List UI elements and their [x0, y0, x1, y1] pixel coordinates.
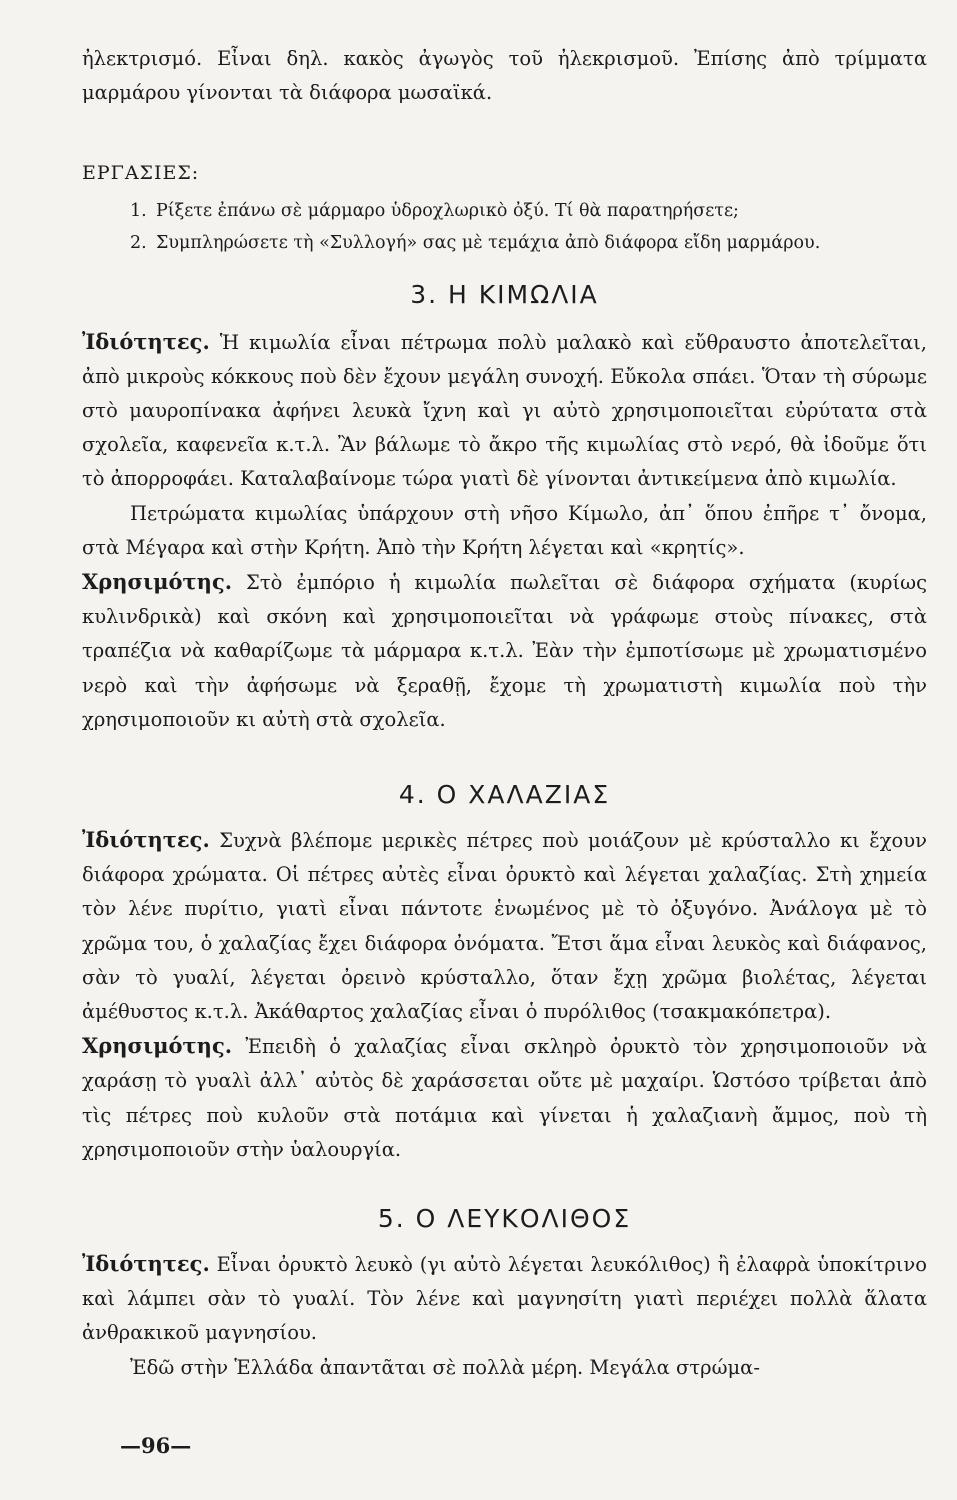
- lefkolithos-properties-paragraph: [82, 1247, 927, 1351]
- lefkolithos-location-paragraph: Ἐδῶ στὴν Ἑλλάδα ἀπαντᾶται σὲ πολλὰ μέρη. Μεγάλα στρώμα-: [130, 1355, 760, 1379]
- kimolia-uses-paragraph: [82, 565, 927, 737]
- book-page: [82, 42, 927, 1482]
- exercise-number: 2.: [130, 232, 147, 253]
- properties-text: Συχνὰ βλέπομε μερικὲς πέτρες ποὺ μοιάζουν μὲ κρύσταλλο κι ἔχουν διάφορα χρώματα. Οἱ πέτρες αὐτὲς εἶναι ὀρυκτὸ καὶ λέγεται χαλαζίας. Στὴ χημεία τὸν λένε πυρίτιο, γιατὶ εἶναι πάντοτε ἑνωμένος μὲ τὸ ὀξυγόνο. Ἀνάλογα μὲ τὸ χρῶμα του, ὁ χαλαζίας ἔχει διάφορα ὀνόματα. Ἔτσι ἅμα εἶναι λευκὸς καὶ διάφανος, σὰν τὸ γυαλί, λέγεται ὀρεινὸ κρύσταλλο, ὅταν ἔχῃ χρῶμα βιολέτας, λέγεται ἀμέθυστος κ.τ.λ. Ἀκάθαρτος χαλαζίας εἶναι ὁ πυρόλιθος (τσακμακόπετρα).: [82, 829, 927, 1024]
- uses-text: Ἐπειδὴ ὁ χαλαζίας εἶναι σκληρὸ ὀρυκτὸ τὸν χρησιμοποιοῦν νὰ χαράσῃ τὸ γυαλὶ ἀλλ᾽ αὐτὸς δὲ χαράσσεται οὔτε μὲ μαχαίρι. Ὡστόσο τρίβεται ἀπὸ τὶς πέτρες ποὺ κυλοῦν στὰ ποτάμια καὶ γίνεται ἡ χαλαζιανὴ ἄμμος, ποὺ τὴ χρησιμοποιοῦν στὴν ὑαλουργία.: [82, 1035, 927, 1161]
- exercises-heading: ΕΡΓΑΣΙΕΣ:: [82, 162, 200, 185]
- exercise-item: [130, 195, 927, 227]
- kimolia-properties-paragraph: [82, 325, 927, 497]
- properties-text: Εἶναι ὀρυκτὸ λευκὸ (γι αὐτὸ λέγεται λευκόλιθος) ἢ ἐλαφρὰ ὑποκίτρινο καὶ λάμπει σὰν τὸ γυαλί. Τὸν λένε καὶ μαγνησίτη γιατὶ περιέχει πολλὰ ἅλατα ἀνθρακικοῦ μαγνησίου.: [82, 1253, 927, 1345]
- exercises-list: [82, 195, 927, 259]
- uses-label: Χρησιμότης.: [82, 569, 233, 595]
- exercise-item: [130, 227, 927, 259]
- section-title-kimolia: 3. Η ΚΙΜΩΛΙΑ: [410, 279, 599, 309]
- exercise-text: Ρίξετε ἐπάνω σὲ μάρμαρο ὑδροχλωρικὸ ὀξύ. Τί θὰ παρατηρήσετε;: [156, 200, 739, 221]
- properties-text: Ἡ κιμωλία εἶναι πέτρωμα πολὺ μαλακὸ καὶ εὔθραυστο ἀποτελεῖται, ἀπὸ μικροὺς κόκκους ποὺ δὲν ἔχουν μεγάλη συνοχή. Εὔκολα σπάει. Ὅταν τὴ σύρωμε στὸ μαυροπίνακα ἀφήνει λευκὰ ἴχνη καὶ γι αὐτὸ χρησιμοποιεῖται εὐρύτατα στὰ σχολεῖα, καφενεῖα κ.τ.λ. Ἂν βάλωμε τὸ ἄκρο τῆς κιμωλίας στὸ νερό, θὰ ἰδοῦμε ὅτι τὸ ἀπορροφάει. Καταλαβαίνομε τώρα γιατὶ δὲ γίνονται ἀντικείμενα ἀπὸ κιμωλία.: [82, 330, 927, 491]
- exercise-text: Συμπληρώσετε τὴ «Συλλογή» σας μὲ τεμάχια ἀπὸ διάφορα εἴδη μαρμάρου.: [156, 232, 821, 253]
- chalazias-uses-paragraph: [82, 1029, 927, 1167]
- intro-paragraph: ἠλεκτρισμό. Εἶναι δηλ. κακὸς ἀγωγὸς τοῦ ἠλεκρισμοῦ. Ἐπίσης ἀπὸ τρίμματα μαρμάρου γίνονται τὰ διάφορα μωσαϊκά.: [82, 47, 927, 105]
- kimolia-location-paragraph: Πετρώματα κιμωλίας ὑπάρχουν στὴ νῆσο Κίμωλο, ἀπ᾽ ὅπου ἐπῆρε τ᾽ ὄνομα, στὰ Μέγαρα καὶ στὴν Κρήτη. Ἀπὸ τὴν Κρήτη λέγεται καὶ «κρητίς».: [82, 501, 927, 559]
- page-number: —96—: [120, 1433, 192, 1458]
- properties-label: Ἰδιότητες.: [82, 328, 210, 354]
- section-title-chalazias: 4. Ο ΧΑΛΑΖΙΑΣ: [398, 780, 611, 810]
- section-title-lefkolithos: 5. Ο ΛΕΥΚΟΛΙΘΟΣ: [377, 1204, 632, 1234]
- properties-label: Ἰδιότητες.: [82, 1251, 210, 1277]
- chalazias-properties-paragraph: [82, 823, 927, 1029]
- uses-text: Στὸ ἐμπόριο ἡ κιμωλία πωλεῖται σὲ διάφορα σχήματα (κυρίως κυλινδρικὰ) καὶ σκόνη καὶ χρησιμοποιεῖται νὰ γράφωμε στοὺς πίνακες, στὰ τραπέζια νὰ καθαρίζωμε τὰ μάρμαρα κ.τ.λ. Ἐὰν τὴν ἐμποτίσωμε μὲ χρωματισμένο νερὸ καὶ τὴν ἀφήσωμε νὰ ξεραθῇ, ἔχομε τὴ χρωματιστὴ κιμωλία ποὺ τὴν χρησιμοποιοῦν κι αὐτὴ στὰ σχολεῖα.: [82, 571, 927, 731]
- properties-label: Ἰδιότητες.: [82, 827, 210, 853]
- exercise-number: 1.: [130, 200, 147, 221]
- uses-label: Χρησιμότης.: [82, 1033, 233, 1059]
